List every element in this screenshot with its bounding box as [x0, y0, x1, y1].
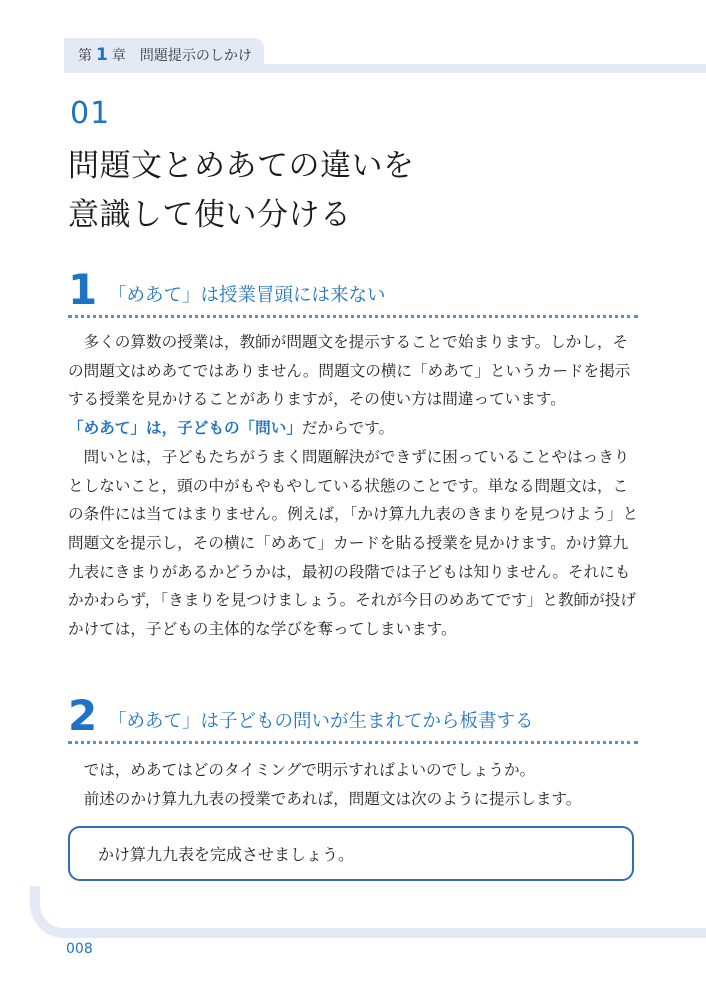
highlight-text: 「めあて」は，子どもの「問い」 [68, 419, 302, 438]
highlight-line [68, 414, 640, 443]
subsection-body-2 [68, 756, 640, 813]
paragraph: 多くの算数の授業は，教師が問題文を提示することで始まります。しかし，その問題文はめあてではありません。問題文の横に「めあて」というカードを掲示する授業を見かけることがありますが，その使い方は間違っています。 [68, 333, 631, 409]
subsection-title: 「めあて」は子どもの問いが生まれてから板書する [108, 711, 534, 732]
section-number: 01 [70, 96, 111, 131]
subsection-title: 「めあて」は授業冒頭には来ない [108, 285, 386, 306]
page-title [68, 142, 415, 240]
subsection-heading-1 [68, 265, 638, 318]
highlight-tail: だからです。 [301, 419, 395, 438]
paragraph: 前述のかけ算九九表の授業であれば，問題文は次のように提示します。 [83, 789, 582, 808]
problem-text: かけ算九九表を完成させましょう。 [98, 845, 355, 864]
page-number: 008 [66, 941, 93, 957]
subsection-heading-2 [68, 691, 638, 744]
title-line-1: 問題文とめあての違いを [68, 148, 415, 184]
paragraph: では，めあてはどのタイミングで明示すればよいのでしょうか。 [83, 761, 536, 779]
subsection-body-1 [68, 328, 640, 644]
title-line-2: 意識して使い分ける [68, 197, 352, 233]
problem-box [68, 826, 634, 881]
chapter-suffix: 章 [111, 48, 126, 64]
subsection-number: 2 [68, 691, 98, 740]
chapter-tab [64, 38, 264, 72]
footer-band [90, 928, 706, 938]
subsection-number: 1 [68, 265, 98, 314]
chapter-number: 1 [96, 45, 108, 65]
chapter-title: 問題提示のしかけ [139, 48, 252, 64]
paragraph: 問いとは，子どもたちがうまく問題解決ができずに困っていることやはっきりとしないこと，頭の中がもやもやしている状態のことです。単なる問題文は，この条件には当てはまりません。例えば，「かけ算九九表のきまりを見つけよう」と問題文を提示し，その横に「めあて」カードを貼る授業を見かけます。かけ算九九表にきまりがあるかどうかは，最初の段階では子どもは知りません。それにもかかわらず，「きまりを見つけましょう。それが今日のめあてです」と教師が投げかけては，子どもの主体的な学びを奪ってしまいます。 [68, 447, 639, 639]
chapter-prefix: 第 [78, 48, 92, 64]
